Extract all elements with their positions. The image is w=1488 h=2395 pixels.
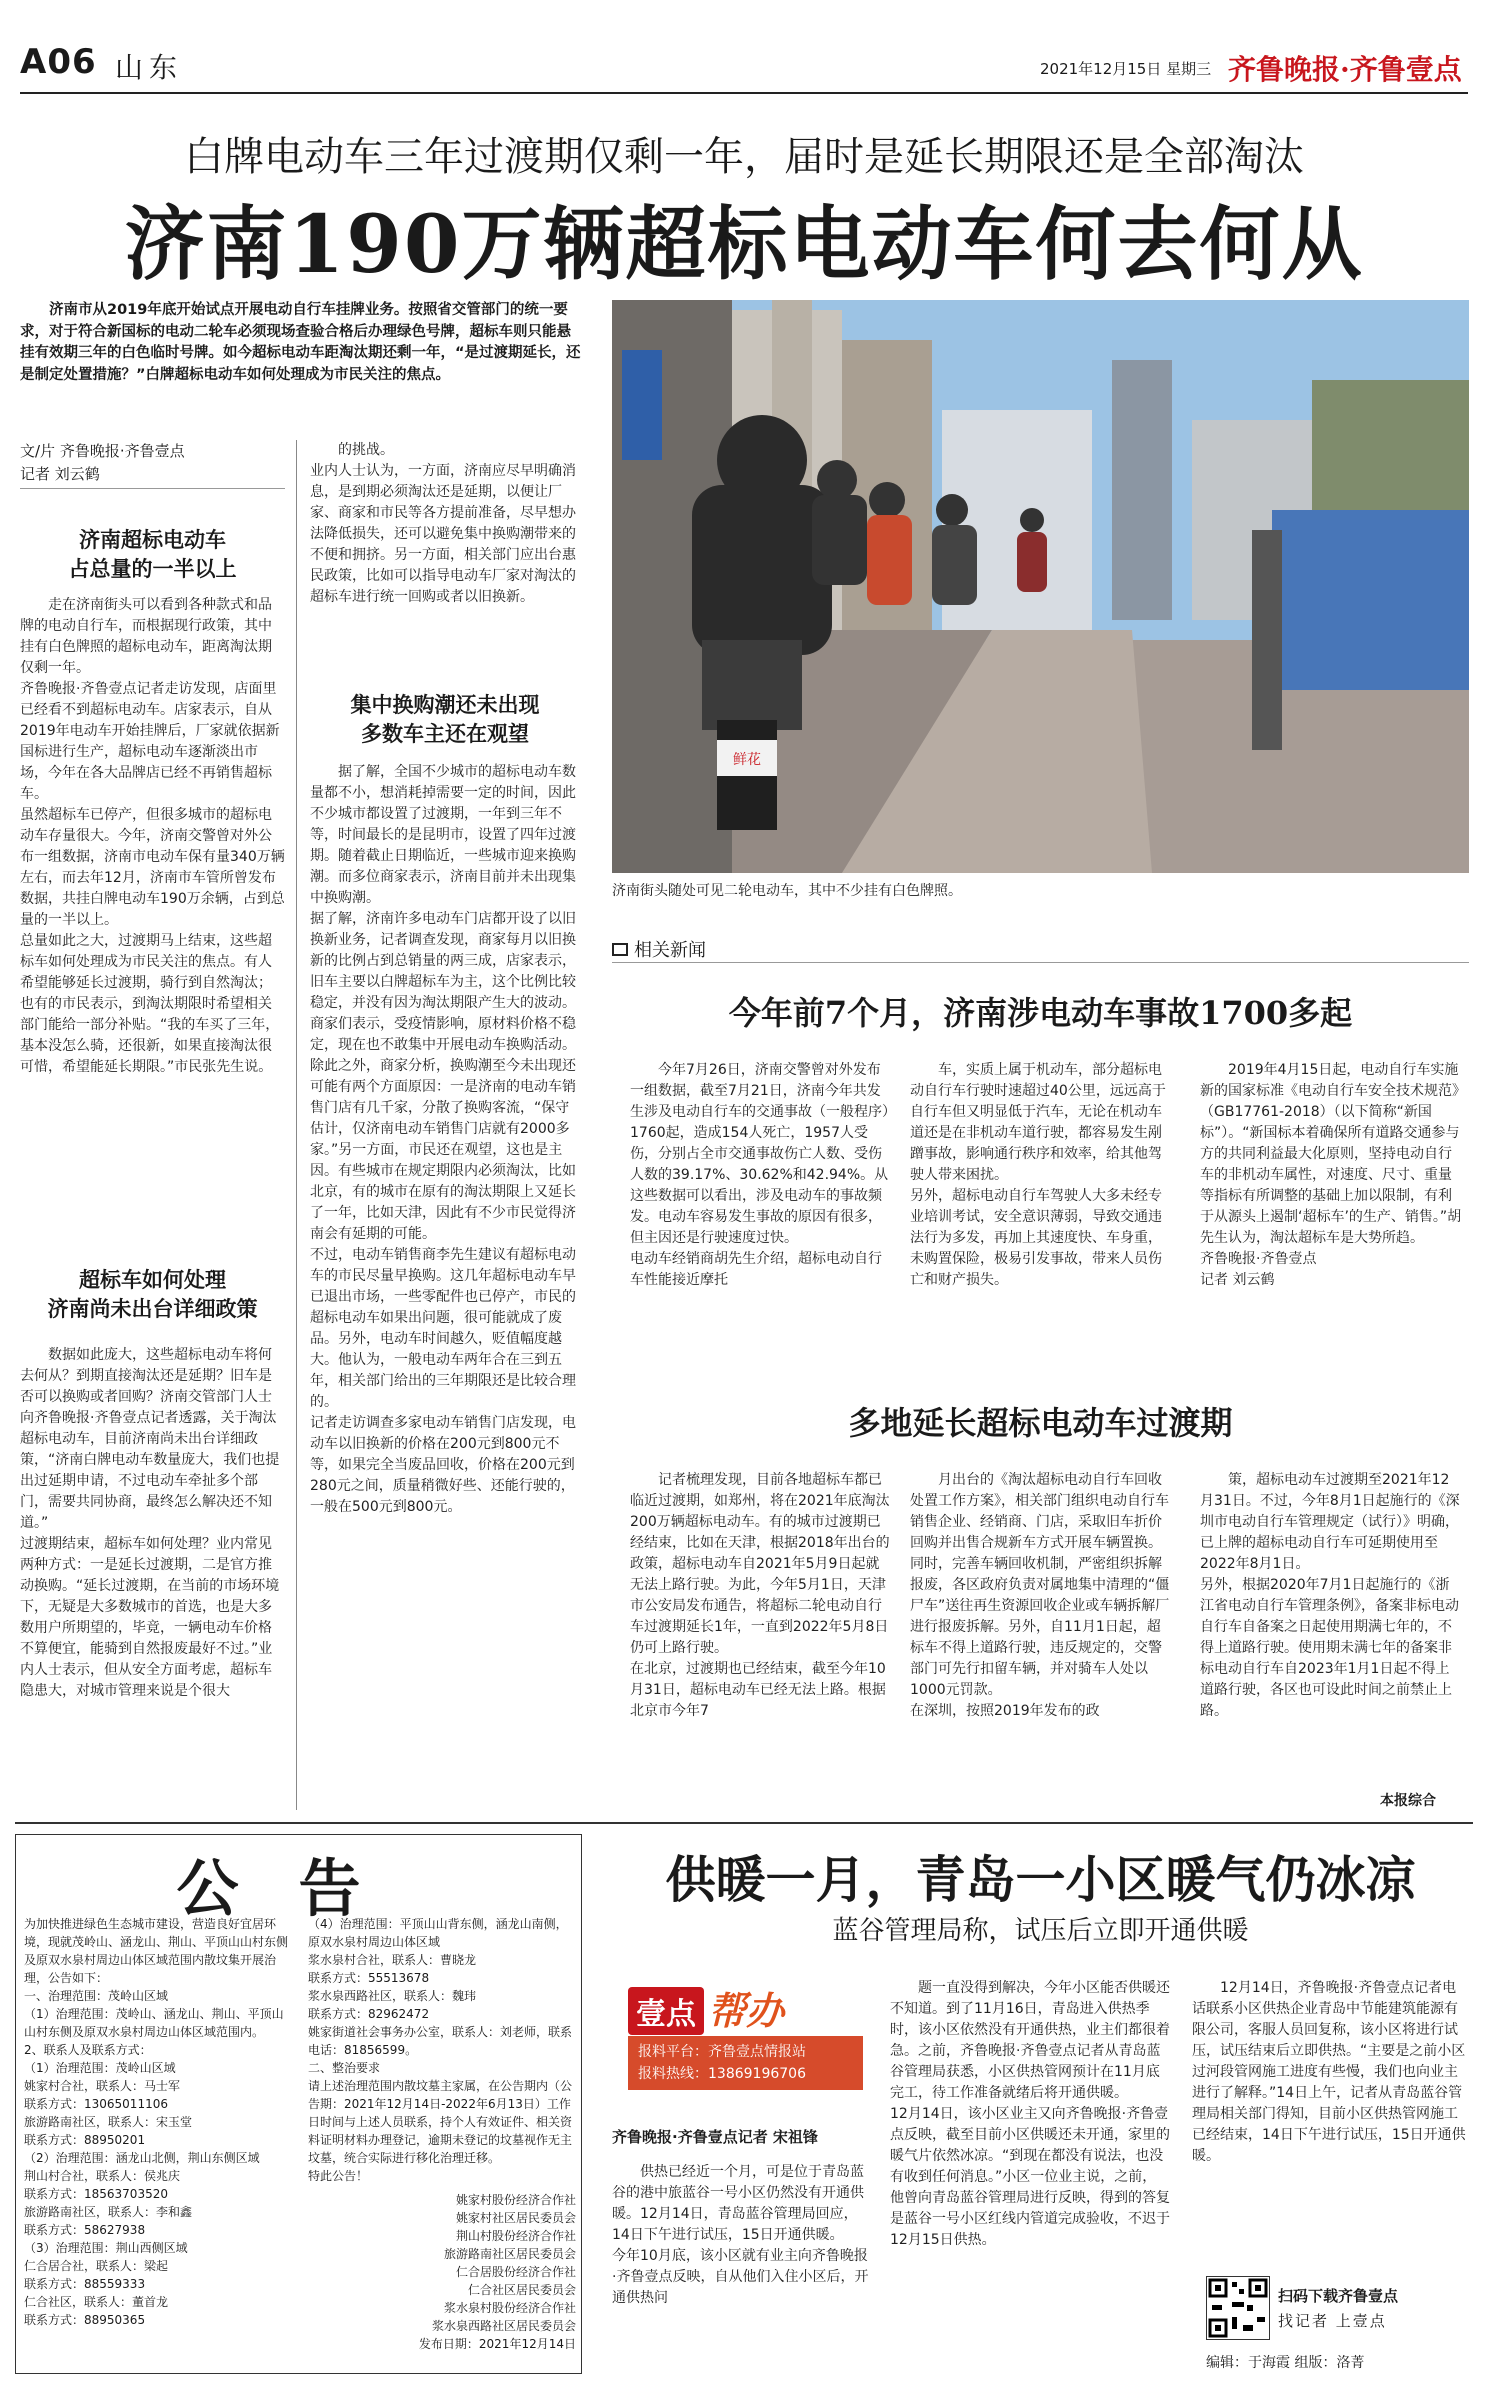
byline	[20, 440, 285, 486]
source-note: 本报综合	[1380, 1793, 1436, 1809]
subhead-3: 集中换购潮还未出现 多数车主还在观望	[350, 692, 540, 746]
heating-byline: 齐鲁晚报·齐鲁壹点记者 宋祖锋	[612, 2128, 818, 2146]
story-col2-part2: 据了解，全国不少城市的超标电动车数量都不小，想消耗掉需要一定的时间，因此不少城市都设置了过渡期，一年到三年不等，时间最长的是昆明市，设置了四年过渡期。随着截止日期临近，一些城市迎来换购潮。而多位商家表示，济南目前并未出现集中换购潮。 据了解，济南许多电动车门店都开设了以旧换新业务，记者调查发现，商家每月以旧换新的比例占到总销量的两三成，店家表示，旧车主要以白牌超标车为主，这个比例比较稳定，并没有因为淘汰期限产生大的波动。 商家们表示，受疫情影响，原材料价格不稳定，现在也不敢集中开展电动车换购活动。除此之外，商家分析，换购潮至今未出现还可能有两个方面原因：一是济南的电动车销售门店有几千家，分散了换购客流，“保守估计，仅济南电动车销售门店就有2000多家。”另一方面，市民还在观望，这也是主因。有些城市在规定期限内必须淘汰，比如北京，有的城市在原有的淘汰期限上又延长了一年，比如天津，因此有不少市民觉得济南会有延期的可能。 不过，电动车销售商李先生建议有超标电动车的市民尽量早换购。这几年超标电动车早已退出市场，一些零配件也已停产，市民的超标电动车如果出问题，很可能就成了废品。另外，电动车时间越久，贬值幅度越大。他认为，一般电动车两年合在三到五年，相关部门给出的三年期限还是比较合理的。 记者走访调查多家电动车销售门店发现，电动车以旧换新的价格在200元到800元不等，如果完全当废品回收，价格在200元到280元之间，质量稍微好些、还能行驶的，一般在500元到800元。	[310, 764, 576, 1515]
heating-col3: 12月14日，齐鲁晚报·齐鲁壹点记者电话联系小区供热企业青岛中节能建筑能源有限公司，客服人员回复称，该小区将进行试压，试压结束后立即供热。“主要是之前小区过河段管网施工进度有些慢，我们也向业主进行了解释。”14日上午，记者从青岛蓝谷管理局相关部门得知，目前小区供热管网施工已经结束，14日下午进行试压，15日开通供暖。	[1192, 1980, 1466, 2164]
section-name: 山东	[115, 51, 184, 84]
divider	[20, 488, 285, 489]
byline-source: 文/片 齐鲁晚报·齐鲁壹点	[20, 442, 185, 460]
public-notice	[15, 1834, 582, 2374]
editor-credit: 编辑：于海霞 组版：洛菁	[1206, 2355, 1365, 2371]
related-2-col2: 月出台的《淘汰超标电动自行车回收处置工作方案》，相关部门组织电动自行车销售企业、经销商、门店，采取旧车折价回购并出售合规新车方式开展车辆置换。同时，完善车辆回收机制，严密组织拆解报废，各区政府负责对属地集中清理的“僵尸车”送往再生资源回收企业或车辆拆解厂进行报废拆解。另外，自11月1日起，超标车不得上道路行驶，违反规定的，交警部门可先行扣留车辆，并对骑车人处以1000元罚款。 在深圳，按照2019年发布的政	[910, 1472, 1170, 1719]
street-photo-svg	[612, 300, 1469, 873]
related-icon	[612, 943, 628, 956]
byline-reporter: 记者 刘云鹤	[20, 465, 100, 483]
yidian-bangban-logo	[628, 1980, 838, 2033]
subhead-2: 超标车如何处理 济南尚未出台详细政策	[47, 1267, 258, 1321]
section-rule	[15, 1822, 1473, 1824]
logo-bangban: 帮办	[708, 1989, 785, 2033]
notice-title: 公告	[176, 1852, 421, 1925]
divider	[612, 962, 1469, 963]
shop-sign: 鲜花	[733, 751, 761, 767]
notice-col2: （4）治理范围：平顶山山背东侧，涵龙山南侧，原双水泉村周边山体区域 浆水泉村合社，联系人：曹晓龙 联系方式：55513678 浆水泉西路社区，联系人：魏玮 联系方式：82962472 姚家街道社会事务办公室，联系人：刘老师，联系电话：81856599。 二、整治要求 请上述治理范围内散坟墓主家属，在公告期内（公告期：2021年12月14日-2022年6月13日）工作日时间与上述人员联系，持个人有效证件、相关资料证明材料办理登记，逾期未登记的坟墓视作无主坟墓，统合实际进行移化治理迁移。 特此公告！	[308, 1917, 573, 2183]
tip-platform: 报料平台：齐鲁壹点情报站	[638, 2044, 806, 2060]
page-number: A06	[20, 42, 97, 82]
tip-info-bar	[628, 2036, 863, 2090]
related-2-col3: 策，超标电动车过渡期至2021年12月31日。不过，今年8月1日起施行的《深圳市电动自行车管理规定（试行）》明确，已上牌的超标电动自行车可延期使用至2022年8月1日。 另外，根据2020年7月1日起施行的《浙江省电动自行车管理条例》，备案非标电动自行车自备案之日起使用期满七年的，不得上道路行驶。使用期未满七年的备案非标电动自行车自2023年1月1日起不得上道路行驶，各区也可设此时间之前禁止上路。	[1200, 1472, 1460, 1719]
column-rule	[296, 440, 297, 1810]
related-1-col1: 今年7月26日，济南交警曾对外发布一组数据，截至7月21日，济南今年共发生涉及电动自行车的交通事故（一般程序）1760起，造成154人死亡，1957人受伤，分别占全市交通事故伤亡人数、受伤人数的39.17%、30.62%和42.94%。从这些数据可以看出，涉及电动车的事故频发。电动车容易发生事故的原因有很多，但主因还是行驶速度过快。 电动车经销商胡先生介绍，超标电动自行车性能接近摩托	[630, 1062, 889, 1288]
heating-subhead: 蓝谷管理局称，试压后立即开通供暖	[832, 1916, 1249, 1946]
photo-caption: 济南街头随处可见二轮电动车，其中不少挂有白色牌照。	[612, 883, 962, 899]
street-photo	[612, 300, 1469, 873]
related-news-text: 相关新闻	[634, 940, 706, 961]
newspaper-logo: 齐鲁晚报·齐鲁壹点	[1228, 53, 1462, 86]
header-rule	[20, 92, 1468, 94]
qr-text-1: 扫码下载齐鲁壹点	[1278, 2287, 1399, 2305]
notice-col1: 为加快推进绿色生态城市建设，营造良好宜居环境，现就茂岭山、涵龙山、荆山、平顶山山村东侧及原双水泉村周边山体区域范围内散坟集开展治理，公告如下： 一、治理范围：茂岭山区域 （1）治理范围：茂岭山、涵龙山、荆山、平顶山山村东侧及原双水泉村周边山体区域范围内。 2、联系人及联系方式： （1）治理范围：茂岭山区域 姚家村合社，联系人：马士军 联系方式：13065011106 旅游路南社区，联系人：宋玉堂 联系方式：88950201 （2）治理范围：涵龙山北侧，荆山东侧区域 荆山村合社，联系人：侯兆庆 联系方式：18563703520 旅游路南社区，联系人：李和鑫 联系方式：58627938 （3）治理范围：荆山西侧区域 仁合居合社，联系人：梁起 联系方式：88559333 仁合社区，联系人：董首龙 联系方式：88950365	[24, 1917, 289, 2327]
tip-hotline: 报料热线：13869196706	[638, 2066, 806, 2082]
qr-text-2: 找记者 上壹点	[1278, 2312, 1387, 2330]
qr-code-svg	[1207, 2277, 1269, 2339]
story-col2-part1: 的挑战。 业内人士认为，一方面，济南应尽早明确消息，是到期必须淘汰还是延期，以便让厂家、商家和市民等各方提前准备，尽早想办法降低损失，还可以避免集中换购潮带来的不便和拥挤。另一方面，相关部门应出台惠民政策，比如可以指导电动车厂家对淘汰的超标车进行统一回购或者以旧换新。	[310, 442, 576, 605]
heating-col2: 题一直没得到解决，今年小区能否供暖还不知道。到了11月16日，青岛进入供热季时，该小区依然没有开通供热，业主们都很着急。之前，齐鲁晚报·齐鲁壹点记者从青岛蓝谷管理局获悉，小区供热管网预计在11月底完工，待工作准备就绪后将开通供暖。 12月14日，该小区业主又向齐鲁晚报·齐鲁壹点反映，截至目前小区供暖还未开通，家里的暖气片依然冰凉。“到现在都没有说法，也没有收到任何消息。”小区一位业主说，之前，他曾向青岛蓝谷管理局进行反映，得到的答复是蓝谷一号小区红线内管道完成验收，不迟于12月15日供热。	[890, 1980, 1170, 2248]
related-2-col1: 记者梳理发现，目前各地超标车都已临近过渡期，如郑州，将在2021年底淘汰200万辆超标电动车。有的城市过渡期已经结束，比如在天津，根据2018年出台的政策，超标电动车自2021年5月9日起就无法上路行驶。为此，今年5月1日，天津市公安局发布通告，将超标二轮电动自行车过渡期延长1年，一直到2022年5月8日仍可上路行驶。 在北京，过渡期也已经结束，截至今年10月31日，超标电动车已经无法上路。根据北京市今年7	[630, 1472, 890, 1719]
story-col1-part1: 走在济南街头可以看到各种款式和品牌的电动自行车，而根据现行政策，其中挂有白色牌照的超标电动车，距离淘汰期仅剩一年。 齐鲁晚报·齐鲁壹点记者走访发现，店面里已经看不到超标电动车。店家表示，自从2019年电动车开始挂牌后，厂家就依据新国标进行生产，超标电动车逐渐淡出市场，今年在各大品牌店已经不再销售超标车。 虽然超标车已停产，但很多城市的超标电动车存量很大。今年，济南交警曾对外公布一组数据，济南市电动车保有量340万辆左右，而去年12月，济南市车管所曾发布数据，共挂白牌电动车190万余辆，占到总量的一半以上。 总量如此之大，过渡期马上结束，这些超标车如何处理成为市民关注的焦点。有人希望能够延长过渡期，骑行到自然淘汰；也有的市民表示，到淘汰期限时希望相关部门能给一部分补贴。“我的车买了三年，基本没怎么骑，还很新，如果直接淘汰很可惜，希望能延长期限。”市民张先生说。	[20, 597, 285, 1075]
kicker-headline: 白牌电动车三年过渡期仅剩一年，届时是延长期限还是全部淘汰	[184, 134, 1304, 180]
related-1-col2: 车，实质上属于机动车，部分超标电动自行车行驶时速超过40公里，远远高于自行车但又明显低于汽车，无论在机动车道还是在非机动车道行驶，都容易发生剐蹭事故，影响通行秩序和效率，给其他驾驶人带来困扰。 另外，超标电动自行车驾驶人大多未经专业培训考试，安全意识薄弱，导致交通违法行为多发，再加上其速度快、车身重，未购置保险，极易引发事故，带来人员伤亡和财产损失。	[910, 1062, 1166, 1288]
related-1-col3: 2019年4月15日起，电动自行车实施新的国家标准《电动自行车安全技术规范》（GB17761-2018）（以下简称“新国标”）。“新国标本着确保所有道路交通参与方的共同利益最大化原则，坚持电动自行车的非机动车属性，对速度、尺寸、重量等指标有所调整的基础上加以限制，有利于从源头上遏制‘超标车’的生产、销售。”胡先生认为，淘汰超标车是大势所趋。 齐鲁晚报·齐鲁壹点 记者 刘云鹤	[1200, 1062, 1462, 1288]
subhead-1: 济南超标电动车 占总量的一半以上	[68, 527, 237, 581]
notice-signatories: 姚家村股份经济合作社 姚家村社区居民委员会 荆山村股份经济合作社 旅游路南社区居民委员会 仁合居股份经济合作社 仁合社区居民委员会 浆水泉村股份经济合作社 浆水泉西路社区居民委员会 发布日期：2021年12月14日	[418, 2193, 576, 2351]
lead-paragraph: 济南市从2019年底开始试点开展电动自行车挂牌业务。按照省交管部门的统一要求，对于符合新国标的电动二轮车必须现场查验合格后办理绿色号牌，超标车则只能悬挂有效期三年的白色临时号牌。如今超标电动车距淘汰期还剩一年，“是过渡期延长，还是制定处置措施？”白牌超标电动车如何处理成为市民关注的焦点。	[20, 302, 581, 383]
related-headline-2: 多地延长超标电动车过渡期	[848, 1404, 1233, 1442]
issue-date: 2021年12月15日 星期三	[1040, 60, 1212, 78]
related-headline-1: 今年前7个月，济南涉电动车事故1700多起	[728, 994, 1353, 1032]
heating-col1: 供热已经近一个月，可是位于青岛蓝谷的港中旅蓝谷一号小区仍然没有开通供暖。12月14日，青岛蓝谷管理局回应，14日下午进行试压，15日开通供暖。 今年10月底，该小区就有业主向齐鲁晚报·齐鲁壹点反映，自从他们入住小区后，开通供热问	[612, 2164, 869, 2306]
qr-code[interactable]	[1206, 2276, 1270, 2340]
related-news-label	[612, 936, 706, 962]
heating-headline: 供暖一月，青岛一小区暖气仍冰凉	[665, 1850, 1416, 1909]
story-col1-part2: 数据如此庞大，这些超标电动车将何去何从？到期直接淘汰还是延期？旧车是否可以换购或者回购？济南交管部门人士向齐鲁晚报·齐鲁壹点记者透露，关于淘汰超标电动车，目前济南尚未出台详细政策，“济南白牌电动车数量庞大，我们也提出过延期申请，不过电动车牵扯多个部门，需要共同协商，最终怎么解决还不知道。” 过渡期结束，超标车如何处理？业内常见两种方式：一是延长过渡期，二是官方推动换购。“延长过渡期，在当前的市场环境下，无疑是大多数城市的首选，也是大多数用户所期望的，毕竟，一辆电动车价格不算便宜，能骑到自然报废最好不过。”业内人士表示，但从安全方面考虑，超标车隐患大，对城市管理来说是个很大	[20, 1347, 280, 1699]
main-headline: 济南190万辆超标电动车何去何从	[124, 197, 1364, 291]
logo-yidian: 壹点	[628, 1987, 704, 2035]
